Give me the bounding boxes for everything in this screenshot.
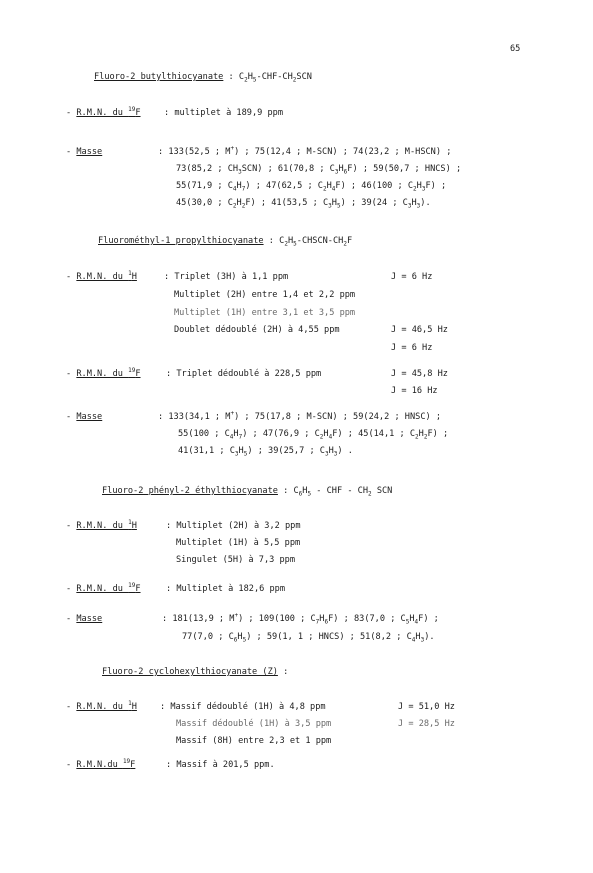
compound-2-nmr1h-label: - R.M.N. du $^1$H xyxy=(66,270,137,282)
compound-3-nmr1h-line-2: Multiplet (1H) à 5,5 ppm xyxy=(176,538,301,548)
compound-1-title: Fluoro-2 butylthiocyanate xyxy=(94,72,224,82)
compound-2-mass-label: - Masse xyxy=(66,412,103,422)
compound-2-formula: $C_2H_5-CHSCN-CH_2F$ xyxy=(279,236,353,248)
colon: : xyxy=(283,667,289,677)
compound-4-nmr1h-j-2: J = 28,5 Hz xyxy=(398,719,455,729)
compound-4-heading xyxy=(102,667,288,678)
compound-4-nmr1h-label: - R.M.N. du $^1$H xyxy=(66,700,137,712)
compound-1-mass-label: - Masse xyxy=(66,147,103,157)
compound-2-nmr19-j-1: J = 45,8 Hz xyxy=(391,369,448,379)
compound-2-mass-line-1: : 133(34,1 ; M+) ; 75(17,8 ; M-SCN) ; 59(24,2 ; HNSC) ; xyxy=(158,410,442,422)
compound-2-nmr1h-line-3: Multiplet (1H) entre 3,1 et 3,5 ppm xyxy=(174,308,356,318)
compound-4-title: Fluoro-2 cyclohexylthiocyanate (Z) xyxy=(102,667,278,677)
compound-1-heading xyxy=(94,72,312,83)
page-number: 65 xyxy=(510,44,521,54)
compound-1-mass-line-4: 45(30,0 ; $C_2H_2F$) ; 41(53,5 ; $C_3H_5$) ; 39(24 ; $C_3H_3$). xyxy=(176,198,431,210)
compound-4-nmr19-label: - R.M.N.du $^{19}$F xyxy=(66,758,136,770)
compound-2-nmr1h-j-1: J = 6 Hz xyxy=(391,272,433,282)
colon: : xyxy=(228,72,234,82)
compound-1-mass-line-2: 73(85,2 ; $CH_3SCN$) ; 61(70,8 ; $C_3H_6F$) ; 59(50,7 ; HNCS) ; xyxy=(176,164,462,176)
compound-3-mass-line-1: : 181(13,9 ; M+) ; 109(100 ; $C_7H_6F$) ; 83(7,0 ; $C_5H_4F$) ; xyxy=(162,612,439,626)
compound-2-mass-line-3: 41(31,1 ; $C_3H_5$) ; 39(25,7 ; $C_3H_3$) . xyxy=(178,446,353,458)
compound-3-nmr1h-line-1: : Multiplet (2H) à 3,2 ppm xyxy=(166,521,301,531)
compound-2-nmr1h-line-1: : Triplet (3H) à 1,1 ppm xyxy=(164,272,289,282)
compound-1-mass-line-1: : 133(52,5 ; M+) ; 75(12,4 ; M-SCN) ; 74(23,2 ; M-HSCN) ; xyxy=(158,145,452,157)
colon: : xyxy=(268,236,274,246)
compound-3-title: Fluoro-2 phényl-2 éthylthiocyanate xyxy=(102,486,278,496)
compound-3-mass-line-2: 77(7,0 ; $C_6H_5$) ; 59(1, 1 ; HNCS) ; 51(8,2 ; $C_4H_3$). xyxy=(182,632,435,644)
compound-2-nmr1h-line-2: Multiplet (2H) entre 1,4 et 2,2 ppm xyxy=(174,290,356,300)
compound-2-nmr1h-j-3: J = 6 Hz xyxy=(391,343,433,353)
compound-3-nmr19-value: : Multiplet à 182,6 ppm xyxy=(166,584,285,594)
compound-2-nmr19-j-2: J = 16 Hz xyxy=(391,386,438,396)
compound-4-nmr1h-line-2: Massif dédoublé (1H) à 3,5 ppm xyxy=(176,719,332,729)
compound-3-mass-label: - Masse xyxy=(66,614,103,624)
compound-3-nmr1h-label: - R.M.N. du $^1$H xyxy=(66,519,137,531)
compound-1-nmr19-value: : multiplet à 189,9 ppm xyxy=(164,108,283,118)
colon: : xyxy=(283,486,289,496)
compound-4-nmr1h-j-1: J = 51,0 Hz xyxy=(398,702,455,712)
compound-1-mass-line-3: 55(71,9 ; $C_4H_7$) ; 47(62,5 ; $C_2H_4F$) ; 46(100 ; $C_2H_3F$) ; xyxy=(176,181,447,193)
compound-2-nmr1h-line-4: Doublet dédoublé (2H) à 4,55 ppm xyxy=(174,325,340,335)
compound-2-nmr1h-j-2: J = 46,5 Hz xyxy=(391,325,448,335)
compound-2-heading xyxy=(98,236,352,247)
compound-2-mass-line-2: 55(100 ; $C_4H_7$) ; 47(76,9 ; $C_2H_4F$) ; 45(14,1 ; $C_2H_2F$) ; xyxy=(178,429,449,441)
compound-1-nmr19-label: - R.M.N. du $^{19}$F xyxy=(66,106,141,118)
compound-3-formula: $C_6H_5$ - CHF - $CH_2$ SCN xyxy=(293,486,393,498)
compound-3-nmr1h-line-3: Singulet (5H) à 7,3 ppm xyxy=(176,555,295,565)
compound-4-nmr19-value: : Massif à 201,5 ppm. xyxy=(166,760,275,770)
compound-3-heading xyxy=(102,486,392,497)
compound-2-title: Fluorométhyl-1 propylthiocyanate xyxy=(98,236,264,246)
compound-2-nmr19-value: : Triplet dédoublé à 228,5 ppm xyxy=(166,369,322,379)
compound-2-nmr19-label: - R.M.N. du $^{19}$F xyxy=(66,367,141,379)
compound-4-nmr1h-line-3: Massif (8H) entre 2,3 et 1 ppm xyxy=(176,736,332,746)
compound-4-nmr1h-line-1: : Massif dédoublé (1H) à 4,8 ppm xyxy=(160,702,326,712)
compound-1-formula: $C_2H_5-CHF-CH_2SCN$ xyxy=(238,72,312,84)
compound-3-nmr19-label: - R.M.N. du $^{19}$F xyxy=(66,582,141,594)
